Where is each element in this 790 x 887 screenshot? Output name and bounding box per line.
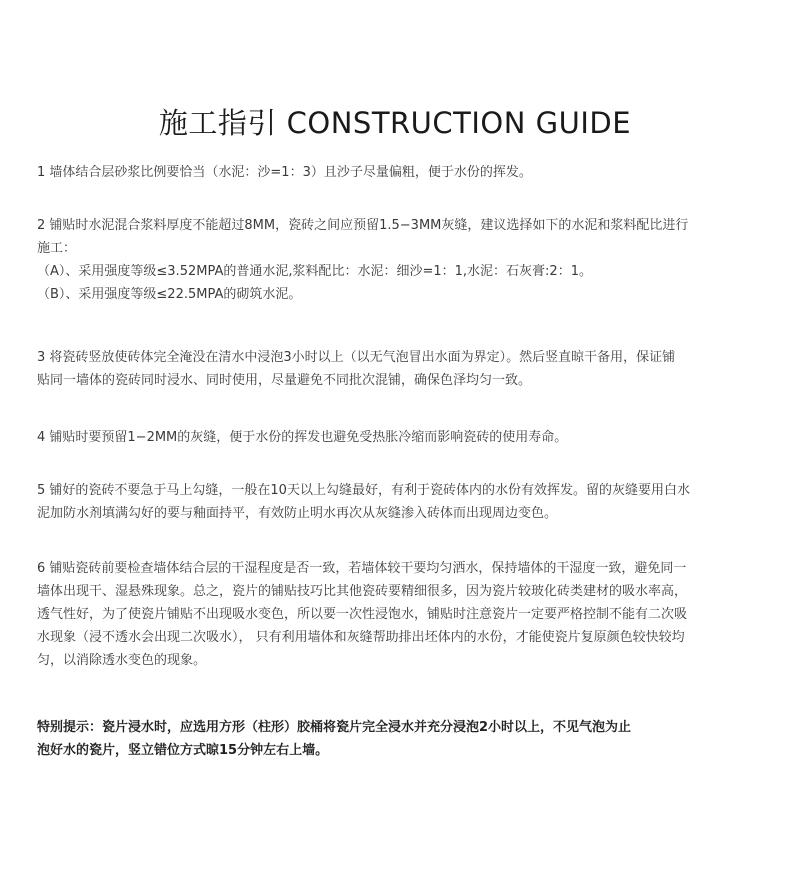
tip-line: 泡好水的瓷片，竖立错位方式晾15分钟左右上墙。 bbox=[37, 743, 329, 758]
instruction-line: 2 铺贴时水泥混合浆料厚度不能超过8MM，瓷砖之间应预留1.5−3MM灰缝，建议选择如下的水泥和浆料配比进行 bbox=[37, 218, 689, 233]
instruction-line: 贴同一墙体的瓷砖同时浸水、同时使用，尽量避免不同批次混铺，确保色泽均匀一致。 bbox=[37, 373, 532, 388]
instruction-line: 6 铺贴瓷砖前要检查墙体结合层的干湿程度是否一致，若墙体较干要均匀洒水，保持墙体的干湿度一致，避免同一 bbox=[37, 561, 687, 576]
instruction-line: 透气性好，为了使瓷片铺贴不出现吸水变色，所以要一次性浸饱水，铺贴时注意瓷片一定要严格控制不能有二次吸 bbox=[37, 607, 688, 622]
instruction-6 bbox=[37, 557, 757, 672]
instruction-line: 5 铺好的瓷砖不要急于马上勾缝，一般在10天以上勾缝最好，有利于瓷砖体内的水份有效挥发。留的灰缝要用白水 bbox=[37, 483, 690, 498]
instruction-line: 水现象（浸不透水会出现二次吸水）， 只有利用墙体和灰缝帮助排出坯体内的水份，才能使瓷片复原颜色较快较均 bbox=[37, 630, 685, 645]
instruction-line: 墙体出现干、湿悬殊现象。总之，瓷片的铺贴技巧比其他瓷砖要精细很多，因为瓷片较玻化砖类建材的吸水率高， bbox=[37, 584, 688, 599]
instruction-line: 3 将瓷砖竖放使砖体完全淹没在清水中浸泡3小时以上（以无气泡冒出水面为界定）。然后竖直晾干备用，保证铺 bbox=[37, 350, 676, 365]
instruction-line: 匀，以消除透水变色的现象。 bbox=[37, 653, 207, 668]
instruction-option-a: （A）、采用强度等级≤3.52MPA的普通水泥,浆料配比：水泥：细沙=1：1,水泥：石灰膏:2：1。 bbox=[37, 264, 592, 279]
tip-line: 特别提示：瓷片浸水时，应选用方形（柱形）胶桶将瓷片完全浸水并充分浸泡2小时以上，不见气泡为止 bbox=[37, 720, 632, 735]
instruction-line: 4 铺贴时要预留1−2MM的灰缝，便于水份的挥发也避免受热胀冷缩而影响瓷砖的使用寿命。 bbox=[37, 430, 568, 445]
instruction-line: 泥加防水剂填满勾好的要与釉面持平，有效防止明水再次从灰缝渗入砖体而出现周边变色。 bbox=[37, 506, 558, 521]
instruction-line: 1 墙体结合层砂浆比例要恰当（水泥：沙=1：3）且沙子尽量偏粗，便于水份的挥发。 bbox=[37, 165, 532, 180]
instruction-3 bbox=[37, 346, 757, 392]
instruction-2 bbox=[37, 214, 757, 306]
instruction-4 bbox=[37, 426, 757, 449]
special-tip bbox=[37, 716, 757, 762]
page-title: 施工指引 CONSTRUCTION GUIDE bbox=[158, 106, 632, 141]
instruction-1 bbox=[37, 161, 757, 184]
instruction-line: 施工： bbox=[37, 241, 77, 256]
instruction-option-b: （B）、采用强度等级≤22.5MPA的砌筑水泥。 bbox=[37, 287, 302, 302]
instruction-5 bbox=[37, 479, 757, 525]
